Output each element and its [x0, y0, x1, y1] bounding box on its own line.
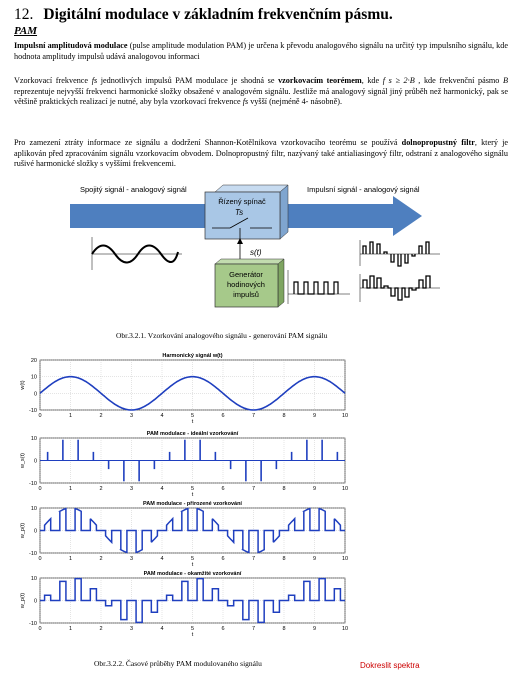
term-lowpass: dolnopropustný filtr	[401, 138, 475, 147]
x-axis-label: t	[191, 562, 194, 568]
x-tick-label: 5	[190, 556, 195, 562]
x-tick-label: 1	[68, 556, 73, 562]
pam-timing-charts	[0, 350, 360, 650]
chart-title: PAM modulace - ideální vzorkování	[146, 431, 239, 437]
text: reprezentuje nejvyšší frekvenci harmonické složky obsažené v analogovém signálu. Jestliže má analogový signál jiný průběh než harmonický, pak se většině praktických realizací je nutné, aby byla vzorkovací frekvence	[14, 86, 508, 107]
paragraph-text: (pulse amplitude modulation PAM) je určena k převodu analogového signálu na určitý typ impulsního signálu, kde hodnota amplitudy impulsů udává analogovou informaci	[14, 41, 508, 61]
y-tick-label: -10	[29, 481, 37, 487]
chart-title: Harmonický signál w(t)	[162, 353, 223, 359]
section-number: 12.	[14, 6, 34, 23]
y-tick-label: -10	[29, 551, 37, 557]
y-tick-label: 0	[33, 391, 37, 398]
y-tick-label: -10	[29, 408, 37, 414]
x-tick-label: 7	[251, 486, 256, 492]
chart-title: PAM modulace - okamžité vzorkování	[143, 571, 242, 577]
y-tick-label: -10	[29, 621, 37, 627]
y-axis-label: w_p(t)	[20, 522, 26, 539]
x-tick-label: 5	[190, 413, 195, 419]
x-tick-label: 4	[160, 556, 164, 562]
x-tick-label: 5	[190, 486, 195, 492]
paragraph-filter	[14, 138, 508, 170]
text: , který je aplikován před zpracováním signálu vzorkovacím obvodem. Dolnopropustný filtr, nazývaný také antialiasingový filtr, odstraní z analogového signálu rušivé harmonické složky s vyššími frekvencemi.	[14, 138, 509, 169]
x-tick-label: 2	[99, 413, 103, 419]
x-tick-label: 2	[99, 626, 103, 632]
generator-line1: Generátor	[229, 270, 263, 279]
chart-panel-2	[20, 431, 348, 498]
x-tick-label: 0	[38, 486, 42, 492]
x-tick-label: 4	[160, 486, 164, 492]
x-tick-label: 8	[282, 556, 286, 562]
x-tick-label: 9	[312, 556, 317, 562]
x-tick-label: 2	[99, 556, 103, 562]
x-axis-label: t	[191, 492, 194, 498]
label-control-signal: s(t)	[250, 248, 262, 257]
x-tick-label: 3	[129, 556, 134, 562]
chart-title: PAM modulace - přirozené vzorkování	[143, 501, 242, 507]
label-continuous-signal: Spojitý signál - analogový signál	[80, 185, 187, 194]
x-tick-label: 3	[129, 413, 134, 419]
x-tick-label: 10	[341, 626, 349, 632]
generator-line2: hodinových	[227, 280, 265, 289]
x-tick-label: 8	[282, 486, 286, 492]
term-sampling-theorem: vzorkovacím teorémem	[278, 76, 362, 85]
symbol-b: B	[502, 76, 508, 85]
paragraph-sampling	[14, 76, 508, 108]
y-tick-label: 0	[33, 458, 37, 465]
y-tick-label: 10	[30, 576, 37, 582]
x-tick-label: 7	[251, 556, 256, 562]
x-tick-label: 1	[68, 413, 73, 419]
x-axis-label: t	[191, 632, 194, 638]
x-tick-label: 8	[282, 626, 286, 632]
figure-caption-1: Obr.3.2.1. Vzorkování analogového signálu - generování PAM signálu	[116, 331, 328, 340]
y-axis-label: w_p(t)	[20, 592, 26, 609]
switch-block	[205, 185, 288, 242]
x-tick-label: 10	[341, 486, 349, 492]
x-tick-label: 4	[160, 413, 164, 419]
x-tick-label: 8	[282, 413, 286, 419]
text: Pro zamezení ztráty informace ze signálu a dodržení Shannon-Kotělnikova vzorkovacího teorému se používá	[14, 138, 402, 147]
text: , kde frekvenční pásmo	[414, 76, 503, 85]
x-tick-label: 0	[38, 626, 42, 632]
x-tick-label: 7	[251, 413, 256, 419]
x-tick-label: 10	[341, 556, 349, 562]
text: jednotlivých impulsů PAM modulace je shodná se	[97, 76, 279, 85]
x-tick-label: 1	[68, 486, 73, 492]
switch-label: Řízený spínač	[218, 197, 266, 206]
figure-caption-2: Obr.3.2.2. Časové průběhy PAM modulovaného signálu	[94, 659, 262, 668]
y-axis-label: w(t)	[20, 380, 26, 390]
y-tick-label: 20	[30, 358, 37, 364]
x-tick-label: 1	[68, 626, 73, 632]
x-tick-label: 2	[99, 486, 103, 492]
text: Vzorkovací frekvence	[14, 76, 92, 85]
chart-panel-1	[20, 353, 348, 425]
x-tick-label: 9	[312, 486, 317, 492]
x-tick-label: 5	[190, 626, 195, 632]
generator-block	[215, 259, 284, 307]
mini-clock-pulses	[288, 270, 350, 304]
x-tick-label: 0	[38, 556, 42, 562]
text: vyšší (nejméně 4- násobně).	[248, 97, 343, 107]
chart-panel-3	[20, 501, 348, 568]
x-axis-label: t	[191, 419, 194, 425]
y-tick-label: 10	[30, 374, 37, 381]
symbol-fs: fs	[91, 76, 98, 85]
x-tick-label: 3	[129, 486, 134, 492]
generator-line3: impulsů	[233, 290, 259, 299]
mini-input-sine	[92, 237, 182, 270]
x-tick-label: 4	[160, 626, 164, 632]
x-tick-label: 3	[129, 626, 134, 632]
x-tick-label: 10	[341, 413, 349, 419]
y-axis-label: w_s(t)	[20, 453, 26, 468]
todo-note: Dokreslit spektra	[360, 661, 420, 670]
y-tick-label: 10	[30, 506, 37, 512]
x-tick-label: 9	[312, 626, 317, 632]
symbol-fs: fs	[242, 97, 249, 107]
x-tick-label: 9	[312, 413, 317, 419]
label-pulse-signal: Impulsní signál - analogový signál	[307, 185, 420, 194]
chart-panel-4	[20, 571, 348, 638]
x-tick-label: 6	[221, 626, 225, 632]
switch-period-label: Ts	[235, 208, 244, 217]
subheading: PAM	[14, 25, 38, 37]
paragraph-pam-intro	[14, 41, 508, 62]
text: , kde	[361, 76, 383, 85]
y-tick-label: 0	[33, 598, 37, 605]
x-tick-label: 7	[251, 626, 256, 632]
section-heading	[14, 6, 393, 24]
series-pulse-train	[40, 579, 345, 623]
section-title: Digitální modulace v základním frekvenčním pásmu.	[43, 6, 393, 23]
formula-fs: f s ≥ 2·B	[382, 76, 415, 85]
sampling-block-diagram	[60, 182, 470, 312]
mini-sampled-output	[360, 240, 440, 302]
y-tick-label: 10	[30, 436, 37, 442]
x-tick-label: 6	[221, 413, 225, 419]
y-tick-label: 0	[33, 528, 37, 535]
x-tick-label: 6	[221, 486, 225, 492]
x-tick-label: 0	[38, 413, 42, 419]
x-tick-label: 6	[221, 556, 225, 562]
series-pulse-train	[40, 509, 345, 553]
term-pam: Impulsní amplitudová modulace	[14, 41, 128, 50]
